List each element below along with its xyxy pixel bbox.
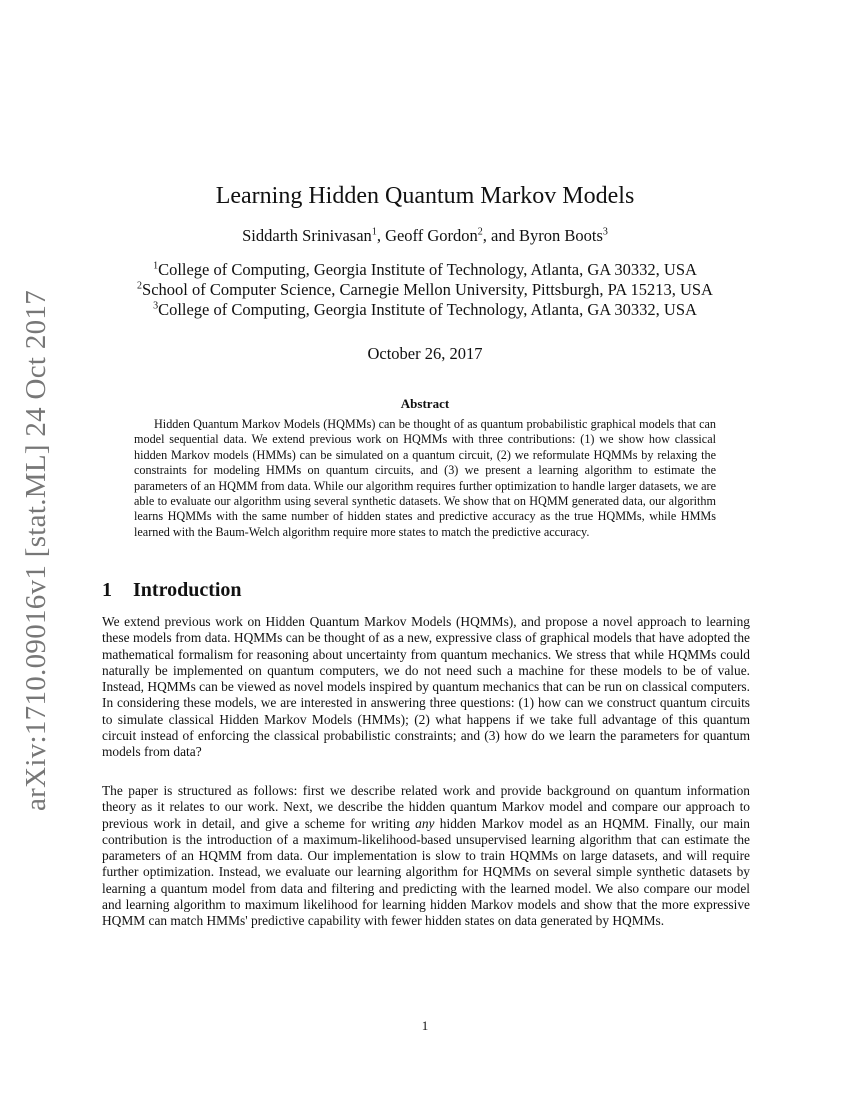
author-affiliation-mark: 2 <box>477 226 483 238</box>
emphasized-word: any <box>415 815 435 831</box>
author-name: Siddarth Srinivasan <box>242 226 372 245</box>
paragraph-text: hidden Markov model as an HQMM. Finally, our main contribution is the introduction of a maximum-likelihood-based unsupervised learning algorithm that can estimate the parameters of an HQMM from data. Our implementation is slow to train HQMMs on large datasets, and will require further optimization. Instead, we evaluate our learning algorithm for HQMMs on several simple synthetic datasets by learning a quantum model from data and filtering and predicting with the learned model. We also compare our model and learning algorithm to maximum likelihood for learning hidden Markov models and show that the more expressive HQMM can match HMMs' predictive capability with fewer hidden states on data generated by HQMMs. <box>102 815 750 929</box>
affiliation-line <box>0 300 850 320</box>
affiliation-mark: 3 <box>153 300 159 312</box>
paper-date: October 26, 2017 <box>367 344 483 363</box>
author-name: Geoff Gordon <box>385 226 478 245</box>
affiliation-text: College of Computing, Georgia Institute of Technology, Atlanta, GA 30332, USA <box>158 300 697 319</box>
abstract-body: Hidden Quantum Markov Models (HQMMs) can be thought of as quantum probabilistic graphical models that can model sequential data. We extend previous work on HQMMs with three contributions: (1) we show how classical hidden Markov models (HMMs) can be simulated on a quantum circuit, (2) we reformulate HQMMs by relaxing the constraints for modeling HMMs on quantum circuits, and (3) we present a learning algorithm to estimate the parameters of an HQMM from data. While our algorithm requires further optimization to handle larger datasets, we are able to evaluate our algorithm using several synthetic datasets. We show that on HQMM generated data, our algorithm learns HQMMs with the same number of hidden states and predictive accuracy as the true HQMMs, while HMMs learned with the Baum-Welch algorithm require more states to match the predictive accuracy. <box>134 417 716 539</box>
author-separator: , and <box>482 226 519 245</box>
affiliation-list <box>0 260 850 320</box>
arxiv-identifier: arXiv:1710.09016v1 [stat.ML] 24 Oct 2017 <box>20 289 53 811</box>
page-number: 1 <box>421 1018 429 1033</box>
paragraph-text: The paper is structured as follows: first we describe related work and provide background on quantum information theory as it relates to our work. Next, we describe the hidden quantum Markov model and compare our approach to previous work in detail, and give a scheme for writing <box>102 783 750 831</box>
author-separator: , <box>376 226 386 245</box>
paper-title: Learning Hidden Quantum Markov Models <box>215 183 635 209</box>
affiliation-mark: 2 <box>137 280 143 292</box>
arxiv-identifier-stamp <box>12 289 62 811</box>
section-title: Introduction <box>133 579 242 601</box>
body-paragraph <box>102 783 750 930</box>
abstract-heading: Abstract <box>400 396 450 411</box>
body-paragraph: We extend previous work on Hidden Quantum Markov Models (HQMMs), and propose a novel approach to learning these models from data. HQMMs can be thought of as a new, expressive class of graphical models that have adopted the mathematical formalism for reasoning about uncertainty from quantum mechanics. We stress that while HQMMs could naturally be implemented on quantum computers, we do not need such a machine for these models to be of value. Instead, HQMMs can be viewed as novel models inspired by quantum mechanics that can be run on classical computers. In considering these models, we are interested in answering three questions: (1) how can we construct quantum circuits to simulate classical Hidden Markov Models (HMMs); (2) what happens if we take full advantage of this quantum circuit instead of enforcing the classical probabilistic constraints; and (3) how do we learn the parameters for quantum models from data? <box>102 614 750 760</box>
author-name: Byron Boots <box>518 226 603 245</box>
affiliation-text: School of Computer Science, Carnegie Mellon University, Pittsburgh, PA 15213, USA <box>142 280 713 299</box>
affiliation-line <box>0 280 850 300</box>
author-affiliation-mark: 1 <box>371 226 377 238</box>
section-heading <box>102 578 602 602</box>
section-number: 1 <box>102 579 112 601</box>
affiliation-mark: 1 <box>153 260 159 272</box>
author-list <box>0 226 850 246</box>
affiliation-line <box>0 260 850 280</box>
author-affiliation-mark: 3 <box>602 226 608 238</box>
affiliation-text: College of Computing, Georgia Institute of Technology, Atlanta, GA 30332, USA <box>158 260 697 279</box>
